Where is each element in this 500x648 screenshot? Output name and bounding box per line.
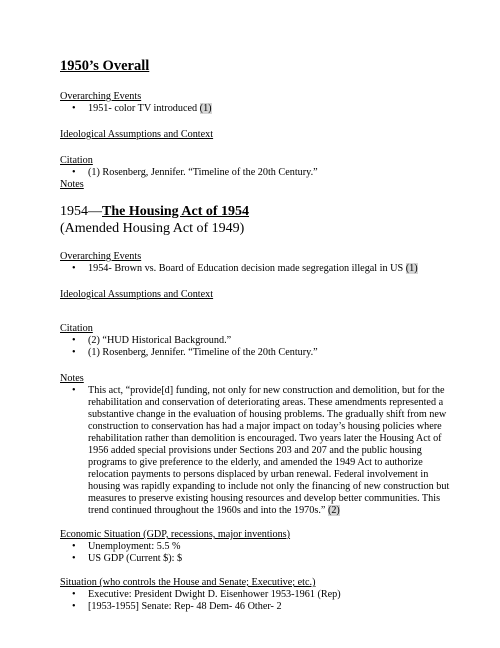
bullet-icon: • [72,103,76,114]
year-prefix: 1954— [60,204,102,219]
list-item [60,601,460,613]
list-item-text: Unemployment: 5.5 % [88,541,181,552]
notes-list [60,385,460,517]
bullet-icon: • [72,385,76,396]
bullet-icon: • [72,553,76,564]
list-item [60,335,460,347]
notes-label: Notes [60,179,84,190]
citation-label: Citation [60,155,93,166]
bullet-icon: • [72,347,76,358]
bullet-icon: • [72,335,76,346]
bullet-icon: • [72,589,76,600]
section-heading-1950s: 1950’s Overall [60,58,150,74]
list-item [60,347,460,359]
bullet-icon: • [72,263,76,274]
list-item-text: 1954- Brown vs. Board of Education decision made segregation illegal in US [88,263,406,274]
list-item-text: [1953-1955] Senate: Rep- 48 Dem- 46 Other- 2 [88,601,282,612]
list-item [60,167,460,179]
list-item [60,541,460,553]
list-item [60,103,460,115]
overarching-events-label: Overarching Events [60,91,142,102]
list-item [60,385,460,517]
situation-list [60,589,460,613]
citation-label: Citation [60,323,93,334]
list-item-text: (1) Rosenberg, Jennifer. “Timeline of the 20th Century.” [88,167,318,178]
list-item-text: (1) Rosenberg, Jennifer. “Timeline of the 20th Century.” [88,347,318,358]
list-item [60,589,460,601]
economic-list [60,541,460,565]
overarching-events-list [60,263,460,275]
economic-situation-label: Economic Situation (GDP, recessions, major inventions) [60,529,291,540]
citation-list [60,335,460,359]
list-item [60,553,460,565]
list-item [60,263,460,275]
ideological-label: Ideological Assumptions and Context [60,129,214,140]
act-title: The Housing Act of 1954 [102,204,250,219]
section-heading-housing-act [60,203,460,220]
notes-label: Notes [60,373,84,384]
bullet-icon: • [72,601,76,612]
notes-text: This act, “provide[d] funding, not only for new construction and demolition, but for the rehabilitation and conservation of deteriorating areas. These amendments represented a substantive change in the evaluation of housing problems. The gradually shift from new construction to conservation has had a major impact on today’s housing policies where rehabilitation rather than demolition is encouraged. Two years later the Housing Act of 1956 added special provisions under Sections 203 and 207 and the public housing programs to give preference to the elderly, and amended the 1949 Act to authorize relocation payments to persons displaced by urban renewal. Federal involvement in housing was rapidly expanding to include not only the financing of new construction but measures to preserve existing housing resources and develop better communities. This trend continued throughout the 1960s and into the 1970s.” [88,385,450,516]
reference-marker: (1) [405,263,418,274]
ideological-label: Ideological Assumptions and Context [60,289,214,300]
bullet-icon: • [72,541,76,552]
political-situation-label: Situation (who controls the House and Senate; Executive; etc.) [60,577,316,588]
list-item-text: (2) “HUD Historical Background.” [88,335,232,346]
list-item-text: Executive: President Dwight D. Eisenhower 1953-1961 (Rep) [88,589,341,600]
act-subtitle: (Amended Housing Act of 1949) [60,221,245,236]
overarching-events-list [60,103,460,115]
list-item-text: US GDP (Current $): $ [88,553,183,564]
bullet-icon: • [72,167,76,178]
list-item-text: 1951- color TV introduced [88,103,200,114]
document-page [60,58,460,613]
citation-list [60,167,460,179]
reference-marker: (2) [327,505,340,516]
overarching-events-label: Overarching Events [60,251,142,262]
reference-marker: (1) [199,103,212,114]
